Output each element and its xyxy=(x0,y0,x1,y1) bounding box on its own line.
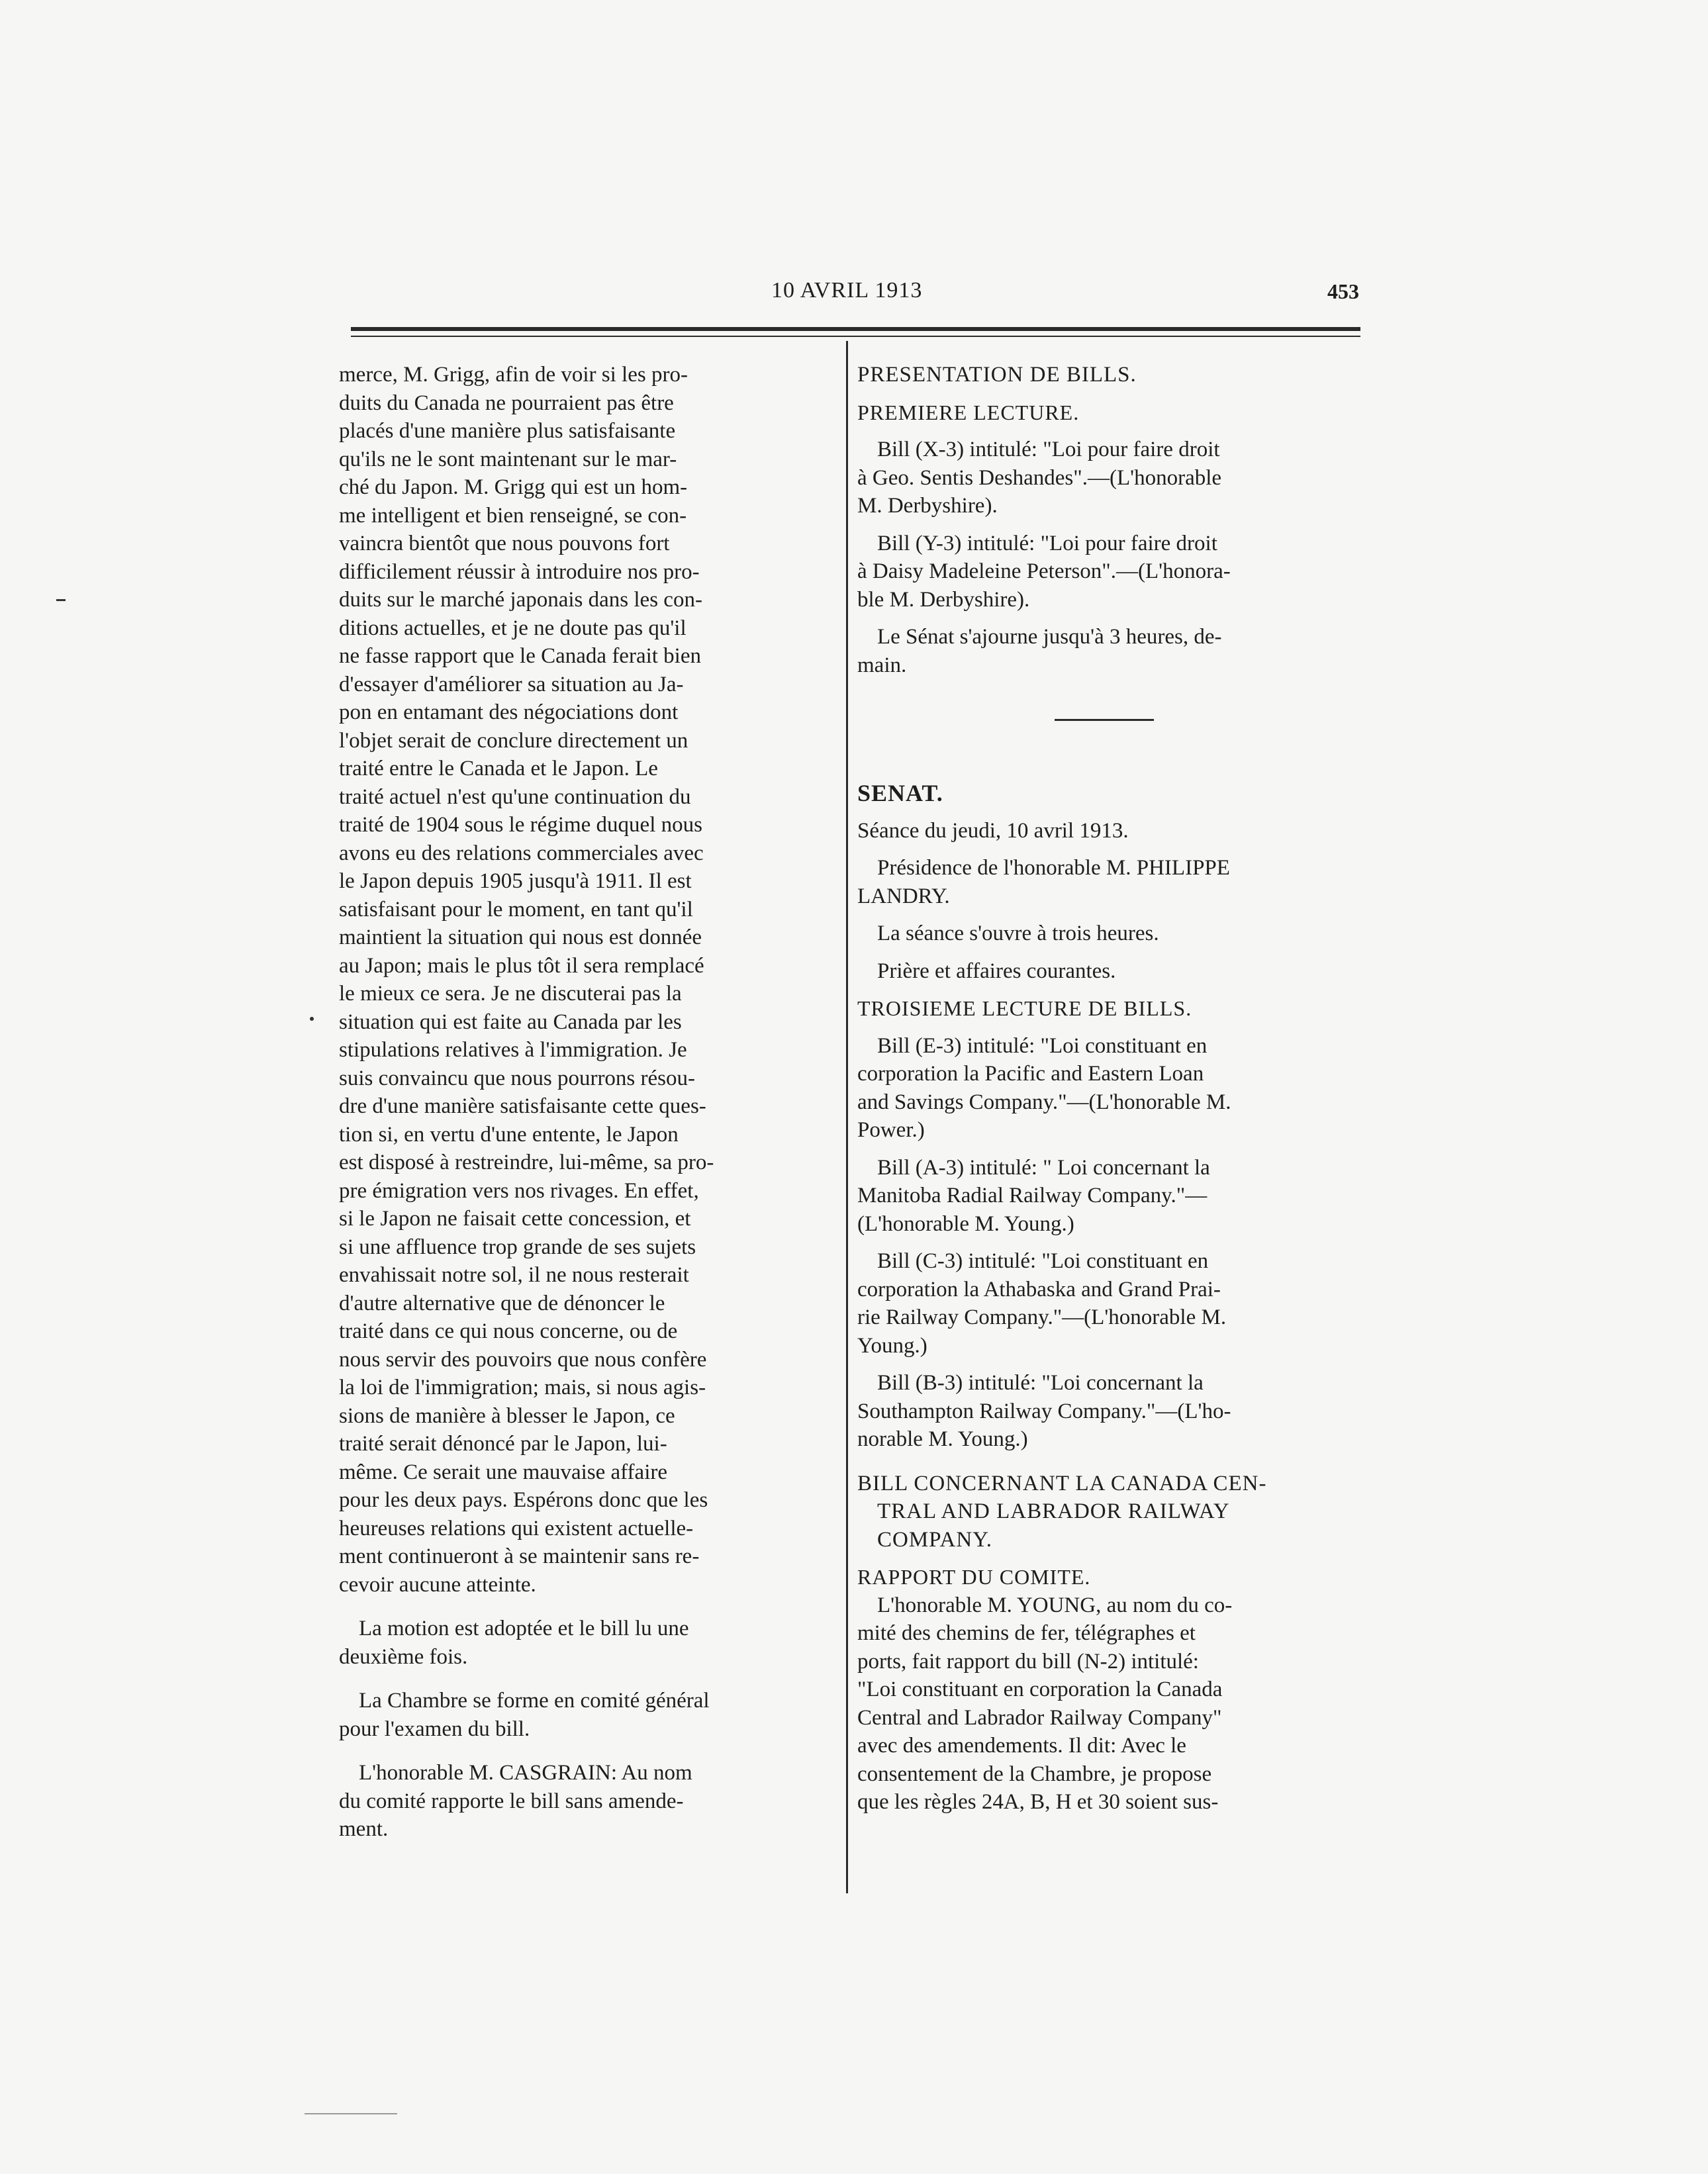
text-line: envahissait notre sol, il ne nous resterait xyxy=(339,1263,689,1287)
text-line: Le Sénat s'ajourne jusqu'à 3 heures, de- xyxy=(877,625,1222,649)
text-line: pour l'examen du bill. xyxy=(339,1717,530,1741)
text-line: ble M. Derbyshire). xyxy=(857,587,1030,612)
text-line: avons eu des relations commerciales avec xyxy=(339,841,704,865)
paragraph-casgrain xyxy=(339,1759,832,1844)
text-line: L'honorable M. CASGRAIN: Au nom xyxy=(359,1761,692,1785)
text-line: corporation la Pacific and Eastern Loan xyxy=(857,1062,1204,1086)
text-line: vaincra bientôt que nous pouvons fort xyxy=(339,532,670,555)
text-line: nous servir des pouvoirs que nous confère xyxy=(339,1347,707,1372)
page-header xyxy=(0,278,1708,311)
text-line: COMPANY. xyxy=(877,1527,992,1552)
text-line: duits du Canada ne pourraient pas être xyxy=(339,391,674,415)
text-line: ports, fait rapport du bill (N-2) intitulé: xyxy=(857,1649,1199,1674)
text-line: traité de 1904 sous le régime duquel nous xyxy=(339,813,702,837)
text-line: qu'ils ne le sont maintenant sur le mar- xyxy=(339,447,677,471)
margin-mark xyxy=(56,599,66,601)
text-line: dre d'une manière satisfaisante cette ques- xyxy=(339,1094,706,1118)
text-line: Manitoba Radial Railway Company."— xyxy=(857,1184,1208,1207)
paragraph-committee xyxy=(339,1687,832,1743)
text-line: Central and Labrador Railway Company" xyxy=(857,1705,1222,1730)
text-line: au Japon; mais le plus tôt il sera remplacé xyxy=(339,953,704,978)
text-line: consentement de la Chambre, je propose xyxy=(857,1762,1212,1786)
paragraph-japan-trade xyxy=(339,361,832,1599)
text-line: heureuses relations qui existent actuelle- xyxy=(339,1516,694,1540)
page-number: 453 xyxy=(1327,279,1359,303)
bill-b3 xyxy=(857,1369,1351,1454)
text-line: rie Railway Company."—(L'honorable M. xyxy=(857,1305,1227,1329)
bill-a3 xyxy=(857,1154,1351,1239)
text-line: Bill (B-3) intitulé: "Loi concernant la xyxy=(877,1371,1204,1395)
text-line: and Savings Company."—(L'honorable M. xyxy=(857,1090,1231,1114)
text-line: pour les deux pays. Espérons donc que les xyxy=(339,1488,708,1512)
bill-e3 xyxy=(857,1032,1351,1145)
text-line: ment. xyxy=(339,1817,389,1841)
left-column xyxy=(339,361,832,1844)
text-line: BILL CONCERNANT LA CANADA CEN- xyxy=(857,1471,1267,1495)
margin-dot xyxy=(310,1017,314,1021)
text-line: (L'honorable M. Young.) xyxy=(857,1211,1074,1236)
header-rule-thick xyxy=(351,327,1360,331)
text-line: ne fasse rapport que le Canada ferait bien xyxy=(339,644,701,668)
text-line: ment continueront à se maintenir sans re- xyxy=(339,1544,700,1568)
paragraph-rapport xyxy=(857,1591,1351,1817)
text-line: placés d'une manière plus satisfaisante xyxy=(339,419,676,443)
text-line: avec des amendements. Il dit: Avec le xyxy=(857,1734,1186,1758)
text-line: la loi de l'immigration; mais, si nous agis- xyxy=(339,1376,706,1399)
text-line: Bill (C-3) intitulé: "Loi constituant en xyxy=(877,1249,1209,1273)
text-line: l'objet serait de conclure directement un xyxy=(339,728,688,753)
header-rule-thin xyxy=(351,336,1360,337)
heading-canada-central-bill xyxy=(857,1470,1351,1554)
text-line: TRAL AND LABRADOR RAILWAY xyxy=(877,1499,1230,1523)
text-line: cevoir aucune atteinte. xyxy=(339,1572,536,1597)
text-line: traité dans ce qui nous concerne, ou de xyxy=(339,1319,678,1343)
text-line: maintient la situation qui nous est donnée xyxy=(339,925,702,949)
text-line: satisfaisant pour le moment, en tant qu'il xyxy=(339,897,693,922)
paragraph-adjourn xyxy=(857,623,1351,679)
text-line: d'autre alternative que de dénoncer le xyxy=(339,1291,665,1315)
text-line: à Daisy Madeleine Peterson".—(L'honora- xyxy=(857,559,1231,583)
heading-troisieme-lecture: TROISIEME LECTURE DE BILLS. xyxy=(857,996,1192,1020)
text-line: La Chambre se forme en comité général xyxy=(359,1689,710,1713)
bill-x3 xyxy=(857,436,1351,520)
text-line: "Loi constituant en corporation la Canada xyxy=(857,1678,1223,1701)
text-line: si le Japon ne faisait cette concession, et xyxy=(339,1207,691,1231)
text-line: pon en entamant des négociations dont xyxy=(339,700,679,724)
footer-mark xyxy=(305,2113,397,2114)
text-line: pre émigration vers nos rivages. En effet, xyxy=(339,1178,699,1203)
text-line: traité entre le Canada et le Japon. Le xyxy=(339,757,658,780)
heading-premiere-lecture: PREMIERE LECTURE. xyxy=(857,400,1080,424)
paragraph-presidence xyxy=(857,854,1351,910)
text-line: Présidence de l'honorable M. PHILIPPE xyxy=(877,856,1230,880)
text-line: suis convaincu que nous pourrons résou- xyxy=(339,1066,695,1090)
text-line: Bill (Y-3) intitulé: "Loi pour faire droit xyxy=(877,531,1217,555)
text-line: La motion est adoptée et le bill lu une xyxy=(359,1617,689,1640)
heading-presentation-bills: PRESENTATION DE BILLS. xyxy=(857,363,1137,387)
text-line: Power.) xyxy=(857,1118,925,1142)
right-column xyxy=(857,361,1351,1817)
text-line: duits sur le marché japonais dans les con- xyxy=(339,588,702,612)
text-line: d'essayer d'améliorer sa situation au Ja- xyxy=(339,672,684,696)
text-line: est disposé à restreindre, lui-même, sa pro- xyxy=(339,1151,714,1174)
paragraph-priere: Prière et affaires courantes. xyxy=(877,959,1116,983)
text-line: LANDRY. xyxy=(857,884,950,908)
text-line: corporation la Athabaska and Grand Prai- xyxy=(857,1277,1221,1301)
text-line: difficilement réussir à introduire nos pro- xyxy=(339,559,700,584)
text-line: sions de manière à blesser le Japon, ce xyxy=(339,1403,675,1428)
text-line: le mieux ce sera. Je ne discuterai pas la xyxy=(339,982,682,1006)
text-line: merce, M. Grigg, afin de voir si les pro- xyxy=(339,363,688,387)
section-separator xyxy=(1055,719,1154,721)
text-line: tion si, en vertu d'une entente, le Japon xyxy=(339,1122,679,1147)
text-line: ditions actuelles, et je ne doute pas qu'il xyxy=(339,616,687,640)
text-line: Southampton Railway Company."—(L'ho- xyxy=(857,1399,1231,1423)
paragraph-motion-adopted xyxy=(339,1615,832,1671)
text-line: le Japon depuis 1905 jusqu'à 1911. Il est xyxy=(339,869,692,893)
text-line: mité des chemins de fer, télégraphes et xyxy=(857,1621,1196,1645)
text-line: que les règles 24A, B, H et 30 soient sus- xyxy=(857,1790,1219,1814)
text-line: Bill (E-3) intitulé: "Loi constituant en xyxy=(877,1033,1208,1058)
text-line: situation qui est faite au Canada par les xyxy=(339,1010,682,1034)
text-line: Young.) xyxy=(857,1333,927,1358)
text-line: M. Derbyshire). xyxy=(857,494,998,518)
heading-rapport-comite: RAPPORT DU COMITE. xyxy=(857,1565,1091,1589)
text-line: même. Ce serait une mauvaise affaire xyxy=(339,1460,667,1484)
text-line: main. xyxy=(857,653,907,677)
column-divider xyxy=(846,341,848,1893)
bill-y3 xyxy=(857,530,1351,614)
text-line: traité actuel n'est qu'une continuation du xyxy=(339,784,691,809)
text-line: du comité rapporte le bill sans amende- xyxy=(339,1789,684,1813)
text-line: si une affluence trop grande de ses sujets xyxy=(339,1235,696,1259)
text-line: me intelligent et bien renseigné, se con- xyxy=(339,503,687,528)
text-line: traité serait dénoncé par le Japon, lui- xyxy=(339,1432,667,1456)
text-line: L'honorable M. YOUNG, au nom du co- xyxy=(877,1593,1233,1617)
seance-date: Séance du jeudi, 10 avril 1913. xyxy=(857,818,1129,843)
bill-c3 xyxy=(857,1247,1351,1360)
text-line: norable M. Young.) xyxy=(857,1427,1028,1451)
paragraph-opening: La séance s'ouvre à trois heures. xyxy=(877,922,1159,945)
running-title: 10 AVRIL 1913 xyxy=(771,278,923,303)
text-line: à Geo. Sentis Deshandes".—(L'honorable xyxy=(857,465,1222,490)
text-line: Bill (X-3) intitulé: "Loi pour faire droit xyxy=(877,438,1220,461)
text-line: Bill (A-3) intitulé: " Loi concernant la xyxy=(877,1155,1210,1180)
text-line: deuxième fois. xyxy=(339,1644,468,1669)
text-line: stipulations relatives à l'immigration. Je xyxy=(339,1038,687,1062)
text-line: ché du Japon. M. Grigg qui est un hom- xyxy=(339,475,688,499)
heading-senat: SENAT. xyxy=(857,780,943,806)
